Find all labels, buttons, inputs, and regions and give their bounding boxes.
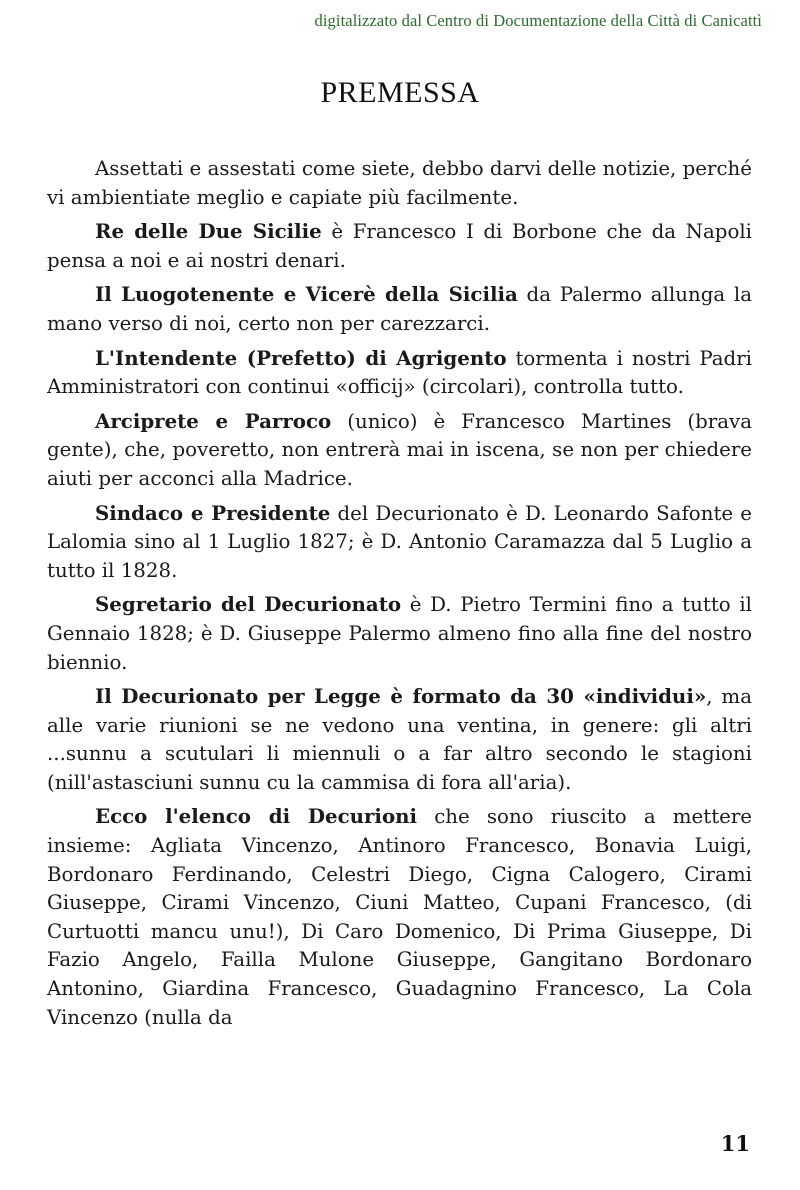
paragraph-lead: Il Luogotenente e Vicerè della Sicilia [95, 282, 518, 307]
page-title: PREMESSA [320, 76, 480, 109]
paragraph-text: da Palermo allunga la mano verso di noi, certo non per carezzarci. [47, 283, 752, 335]
paragraph [47, 407, 752, 494]
paragraph [47, 217, 752, 275]
paragraph-text: , ma alle varie riunioni se ne vedono una ventina, in genere: gli altri ...sunnu a scutulari li miennuli o a far altro secondo le stagioni (nill'astasciuni sunnu cu la cammisa di fora all'aria). [47, 685, 752, 794]
paragraph [47, 280, 752, 338]
paragraph [47, 590, 752, 677]
paragraph-lead: Re delle Due Sicilie [95, 219, 322, 244]
paragraph-lead: Il Decurionato per Legge è formato da 30 «individui» [95, 684, 707, 709]
paragraph [47, 802, 752, 1032]
paragraph-text: tormenta i nostri Padri Amministratori con continui «officij» (circolari), controlla tutto. [47, 346, 752, 399]
paragraph-lead: Sindaco e Presidente [95, 500, 331, 525]
paragraph-text: (unico) è Francesco Martines (brava gente), che, poveretto, non entrerà mai in iscena, se non per chiedere aiuti per acconci alla Madrice. [47, 409, 753, 490]
paragraph [47, 154, 752, 212]
body-text [47, 154, 752, 1037]
paragraph-text: Assettati e assestati come siete, debbo darvi delle notizie, perché vi ambientiate meglio e capiate più facilmente. [47, 157, 752, 209]
paragraph [47, 344, 752, 402]
paragraph [47, 682, 752, 797]
paragraph-text: del Decurionato è D. Leonardo Safonte e Lalomia sino al 1 Luglio 1827; è D. Antonio Caramazza dal 5 Luglio a tutto il 1828. [47, 501, 752, 582]
page-number: 11 [720, 1131, 750, 1156]
paragraph-lead: Arciprete e Parroco [95, 408, 332, 433]
paragraph-text: è D. Pietro Termini fino a tutto il Gennaio 1828; è D. Giuseppe Palermo almeno fino alla fine del nostro biennio. [47, 593, 752, 674]
paragraph-lead: L'Intendente (Prefetto) di Agrigento [95, 345, 507, 370]
paragraph-text: che sono riuscito a mettere insieme: Agliata Vincenzo, Antinoro Francesco, Bonavia Luigi, Bordonaro Ferdinando, Celestri Diego, Cigna Calogero, Cirami Giuseppe, Cirami Vincenzo, Ciuni Matteo, Cupani Francesco, (di Curtuotti mancu unu!), Di Caro Domenico, Di Prima Giuseppe, Di Fazio Angelo, Failla Mulone Giuseppe, Gangitano Bordonaro Antonino, Giardina Francesco, Guadagnino Francesco, La Cola Vincenzo (nulla da [47, 805, 753, 1029]
paragraph-lead: Segretario del Decurionato [95, 592, 402, 617]
paragraph [47, 499, 752, 586]
paragraph-text: è Francesco I di Borbone che da Napoli pensa a noi e ai nostri denari. [47, 220, 753, 272]
watermark: digitalizzato dal Centro di Documentazione della Città di Canicattì [314, 11, 762, 30]
paragraph-lead: Ecco l'elenco di Decurioni [95, 804, 418, 829]
